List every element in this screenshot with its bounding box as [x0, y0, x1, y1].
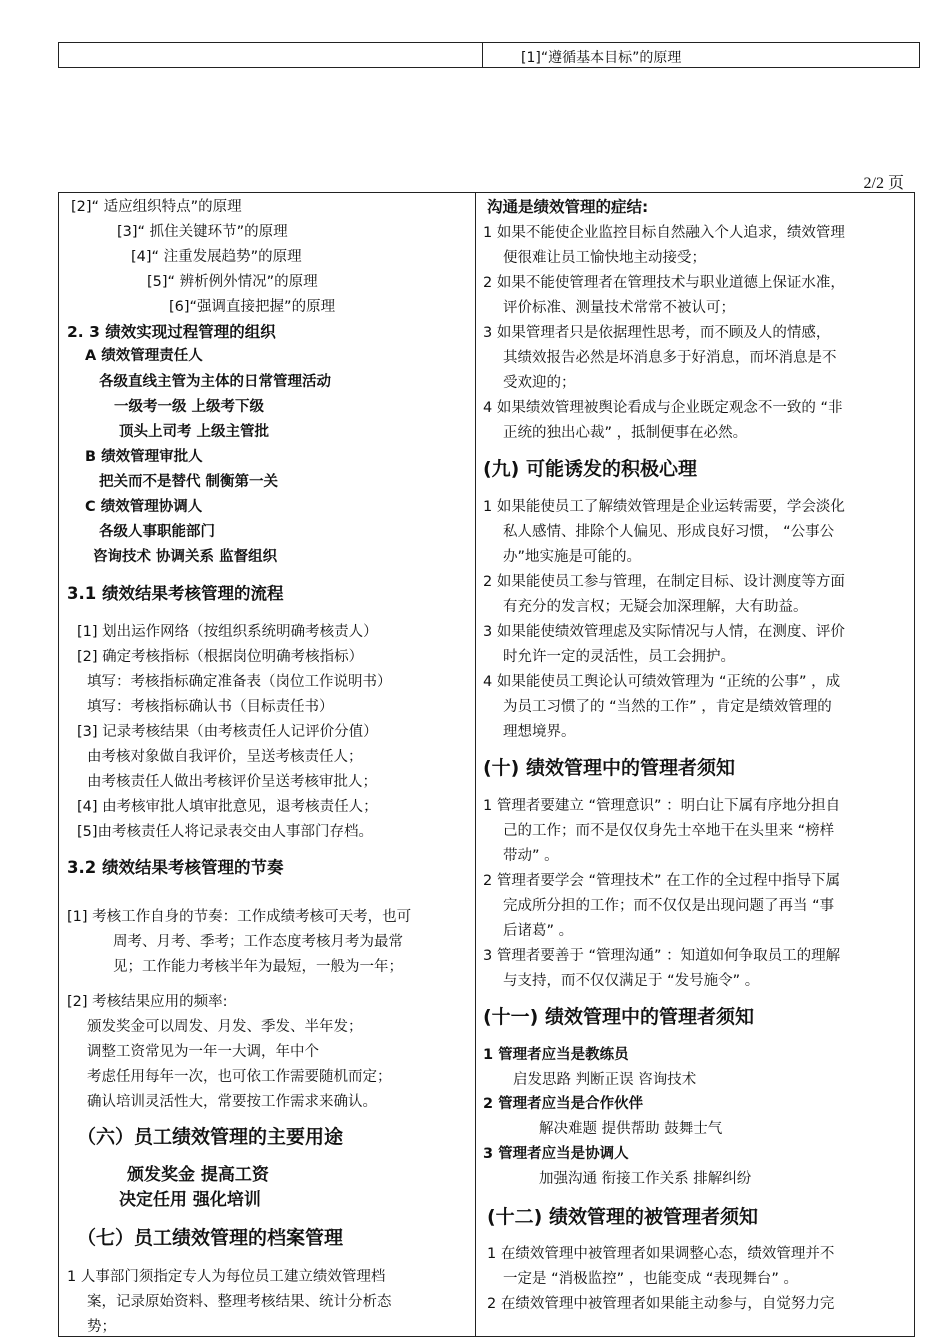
process-step: [4] 由考核审批人填审批意见，退考核责任人； [77, 799, 378, 815]
positive-item: 2 如果能使员工参与管理，在制定目标、设计测度等方面 [483, 574, 845, 590]
org-role-a-line: 顶头上司考 上级主管批 [119, 424, 270, 440]
org-role-c: C 绩效管理协调人 [85, 499, 203, 515]
process-step: 由考核责任人做出考核评价呈送考核审批人； [87, 774, 377, 790]
rhythm-item: 周考、月考、季考；工作态度考核月考为最常 [113, 934, 403, 950]
positive-item: 为员工习惯了的 “当然的工作” ，肯定是绩效管理的 [503, 699, 832, 715]
top-cell-text: [1]“遵循基本目标”的原理 [521, 50, 682, 66]
positive-item: 1 如果能使员工了解绩效管理是企业运转需要，学会淡化 [483, 499, 845, 515]
comm-item: 2 如果不能使管理者在管理技术与职业道德上保证水准， [483, 275, 845, 291]
section-title: (十一) 绩效管理中的管理者须知 [483, 1006, 754, 1028]
rhythm-item: [1] 考核工作自身的节奏：工作成绩考核可天考，也可 [67, 909, 412, 925]
archive-item: 1 人事部门须指定专人为每位员工建立绩效管理档 [67, 1269, 386, 1285]
positive-item: 4 如果能使员工舆论认可绩效管理为 “正统的公事” ，成 [483, 674, 841, 690]
manager-item: 完成所分担的工作；而不仅仅是出现问题了再当 “事 [503, 898, 835, 914]
section-title: (十二) 绩效管理的被管理者须知 [487, 1206, 758, 1228]
top-table-row [58, 42, 920, 68]
role-detail: 解决难题 提供帮助 鼓舞士气 [539, 1121, 723, 1137]
manager-item: 己的工作；而不是仅仅身先士卒地干在头里来 “榜样 [503, 823, 835, 839]
section-title: 3.1 绩效结果考核管理的流程 [67, 584, 284, 603]
manager-item: 带动” 。 [503, 848, 559, 864]
comm-item: 其绩效报告必然是坏消息多于好消息，而坏消息是不 [503, 350, 837, 366]
org-role-c-line: 各级人事职能部门 [99, 524, 215, 540]
archive-item: 案，记录原始资料、整理考核结果、统计分析态 [87, 1294, 392, 1310]
usage-line: 决定任用 强化培训 [119, 1190, 261, 1210]
positive-item: 办”地实施是可能的。 [503, 549, 642, 565]
usage-line: 颁发奖金 提高工资 [127, 1165, 269, 1185]
section-title: 沟通是绩效管理的症结: [487, 198, 649, 216]
principle-2: [2]“ 适应组织特点”的原理 [71, 199, 242, 215]
column-divider [482, 43, 483, 67]
positive-item: 时允许一定的灵活性，员工会拥护。 [503, 649, 735, 665]
column-divider [475, 193, 476, 1336]
role-detail: 启发思路 判断正误 咨询技术 [513, 1072, 697, 1088]
role-item: 2 管理者应当是合作伙伴 [483, 1096, 644, 1112]
positive-item: 私人感情、排除个人偏见、形成良好习惯， “公事公 [503, 524, 835, 540]
positive-item: 3 如果能使绩效管理虑及实际情况与人情，在测度、评价 [483, 624, 845, 640]
archive-item: 势； [87, 1319, 116, 1335]
managed-item: 1 在绩效管理中被管理者如果调整心态，绩效管理并不 [487, 1246, 835, 1262]
process-step: [3] 记录考核结果（由考核责任人记评价分值） [77, 724, 378, 740]
role-item: 3 管理者应当是协调人 [483, 1146, 629, 1162]
comm-item: 1 如果不能使企业监控目标自然融入个人追求，绩效管理 [483, 225, 845, 241]
comm-item: 评价标准、测量技术常常不被认可； [503, 300, 735, 316]
org-role-a-line: 一级考一级 上级考下级 [114, 399, 265, 415]
section-title: （七）员工绩效管理的档案管理 [77, 1227, 344, 1249]
manager-item: 与支持，而不仅仅满足于 “发号施令” 。 [503, 973, 760, 989]
section-title: (九) 可能诱发的积极心理 [483, 458, 697, 480]
role-detail: 加强沟通 衔接工作关系 排解纠纷 [539, 1171, 752, 1187]
managed-item: 一定是 “消极监控” ，也能变成 “表现舞台” 。 [503, 1271, 798, 1287]
comm-item: 便很难让员工愉快地主动接受； [503, 250, 706, 266]
process-step: 填写：考核指标确定准备表（岗位工作说明书） [87, 674, 392, 690]
principle-5: [5]“ 辨析例外情况”的原理 [147, 274, 318, 290]
comm-item: 正统的独出心裁” ，抵制便事在必然。 [503, 425, 748, 441]
principle-6: [6]“强调直接把握”的原理 [169, 299, 336, 315]
process-step: 由考核对象做自我评价，呈送考核责任人； [87, 749, 363, 765]
rhythm-item: 考虑任用每年一次，也可依工作需要随机而定； [87, 1069, 392, 1085]
role-item: 1 管理者应当是教练员 [483, 1047, 629, 1063]
managed-item: 2 在绩效管理中被管理者如果能主动参与，自觉努力完 [487, 1296, 835, 1312]
rhythm-item: 调整工资常见为一年一大调，年中个 [87, 1044, 319, 1060]
content-table [58, 192, 915, 1337]
principle-3: [3]“ 抓住关键环节”的原理 [117, 224, 288, 240]
principle-4: [4]“ 注重发展趋势”的原理 [131, 249, 302, 265]
manager-item: 1 管理者要建立 “管理意识” ：明白让下属有序地分担自 [483, 798, 841, 814]
comm-item: 受欢迎的； [503, 375, 576, 391]
manager-item: 2 管理者要学会 “管理技术” 在工作的全过程中指导下属 [483, 873, 841, 889]
section-title: 2. 3 绩效实现过程管理的组织 [67, 323, 276, 341]
process-step: 填写：考核指标确认书（目标责任书） [87, 699, 334, 715]
positive-item: 有充分的发言权；无疑会加深理解，大有助益。 [503, 599, 808, 615]
rhythm-item: 见；工作能力考核半年为最短，一般为一年； [113, 959, 403, 975]
rhythm-item: 确认培训灵活性大，常要按工作需求来确认。 [87, 1094, 377, 1110]
process-step: [5]由考核责任人将记录表交由人事部门存档。 [77, 824, 374, 840]
process-step: [2] 确定考核指标（根据岗位明确考核指标） [77, 649, 364, 665]
section-title: (十) 绩效管理中的管理者须知 [483, 757, 735, 779]
org-role-a: A 绩效管理责任人 [85, 348, 203, 364]
process-step: [1] 划出运作网络（按组织系统明确考核责人） [77, 624, 378, 640]
section-title: （六）员工绩效管理的主要用途 [77, 1126, 344, 1148]
manager-item: 3 管理者要善于 “管理沟通” ：知道如何争取员工的理解 [483, 948, 841, 964]
section-title: 3.2 绩效结果考核管理的节奏 [67, 858, 284, 877]
rhythm-item: [2] 考核结果应用的频率: [67, 994, 228, 1010]
comm-item: 3 如果管理者只是依据理性思考，而不顾及人的情感， [483, 325, 831, 341]
manager-item: 后诸葛” 。 [503, 923, 574, 939]
positive-item: 理想境界。 [503, 724, 576, 740]
org-role-c-line: 咨询技术 协调关系 监督组织 [93, 549, 278, 565]
page-number: 2/2 页 [863, 175, 904, 192]
org-role-a-line: 各级直线主管为主体的日常管理活动 [99, 374, 331, 390]
rhythm-item: 颁发奖金可以周发、月发、季发、半年发； [87, 1019, 363, 1035]
org-role-b-line: 把关而不是替代 制衡第一关 [99, 474, 279, 490]
comm-item: 4 如果绩效管理被舆论看成与企业既定观念不一致的 “非 [483, 400, 843, 416]
org-role-b: B 绩效管理审批人 [85, 449, 203, 465]
